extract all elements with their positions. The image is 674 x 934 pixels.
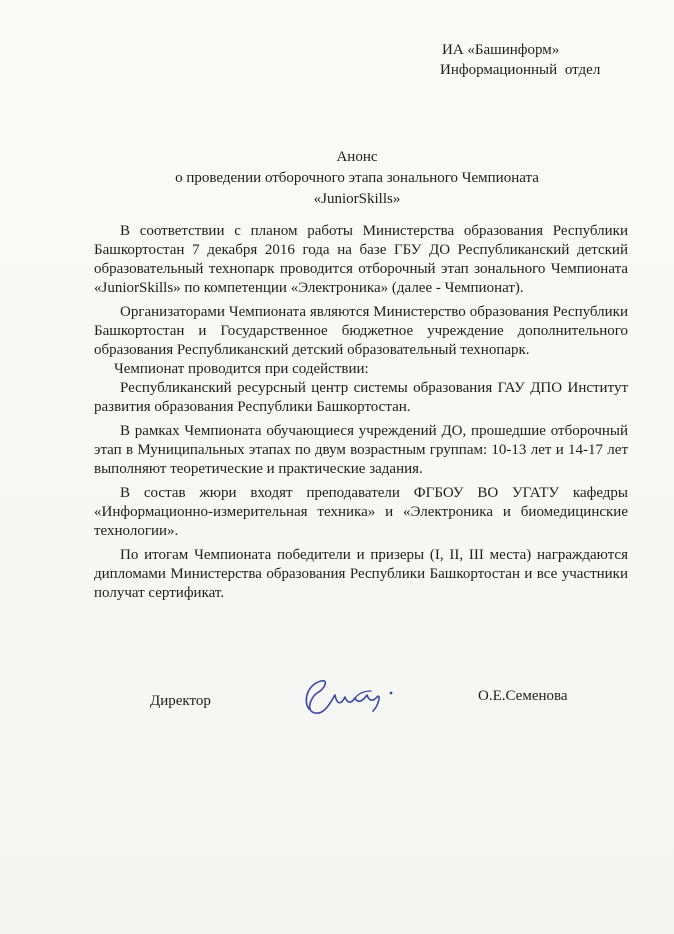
- recipient-department: Информационный отдел: [440, 62, 601, 78]
- heading-event-name: «JuniorSkills»: [313, 191, 401, 207]
- document-body: [94, 222, 628, 603]
- handwritten-signature: [295, 671, 405, 721]
- signatory-name: О.Е.Семенова: [478, 688, 568, 704]
- heading-subtitle: о проведении отборочного этапа зонального Чемпионата: [175, 170, 539, 186]
- signatory-role: Директор: [150, 693, 211, 709]
- paragraph-jury: В состав жюри входят преподаватели ФГБОУ ВО УГАТУ кафедры «Информационно-измерительная техника» и «Электроника и биомедицинские технологии».: [94, 485, 628, 539]
- paragraph-support-center: Республиканский ресурсный центр системы образования ГАУ ДПО Институт развития образования Республики Башкортостан.: [94, 380, 628, 415]
- heading-title: Анонс: [336, 149, 378, 165]
- paragraph-intro: В соответствии с планом работы Министерства образования Республики Башкортостан 7 декабря 2016 года на базе ГБУ ДО Республиканский детский образовательный технопарк проводится отборочный этап зонального Чемпионата «JuniorSkills» по компетенции «Электроника» (далее - Чемпионат).: [94, 223, 628, 296]
- recipient-agency: ИА «Башинформ»: [442, 42, 560, 58]
- paragraph-awards: По итогам Чемпионата победители и призеры (I, II, III места) награждаются дипломами Министерства образования Республики Башкортостан и все участники получат сертификат.: [94, 547, 628, 601]
- paragraph-support-heading: Чемпионат проводится при содействии:: [114, 361, 369, 377]
- document-heading: [0, 147, 674, 210]
- paragraph-organizers: Организаторами Чемпионата являются Министерство образования Республики Башкортостан и Государственное бюджетное учреждение дополнительного образования Республиканский детский образовательный технопарк.: [94, 304, 628, 358]
- paragraph-participants: В рамках Чемпионата обучающиеся учреждений ДО, прошедшие отборочный этап в Муниципальных этапах по двум возрастным группам: 10-13 лет и 14-17 лет выполняют теоретические и практические задания.: [94, 423, 628, 477]
